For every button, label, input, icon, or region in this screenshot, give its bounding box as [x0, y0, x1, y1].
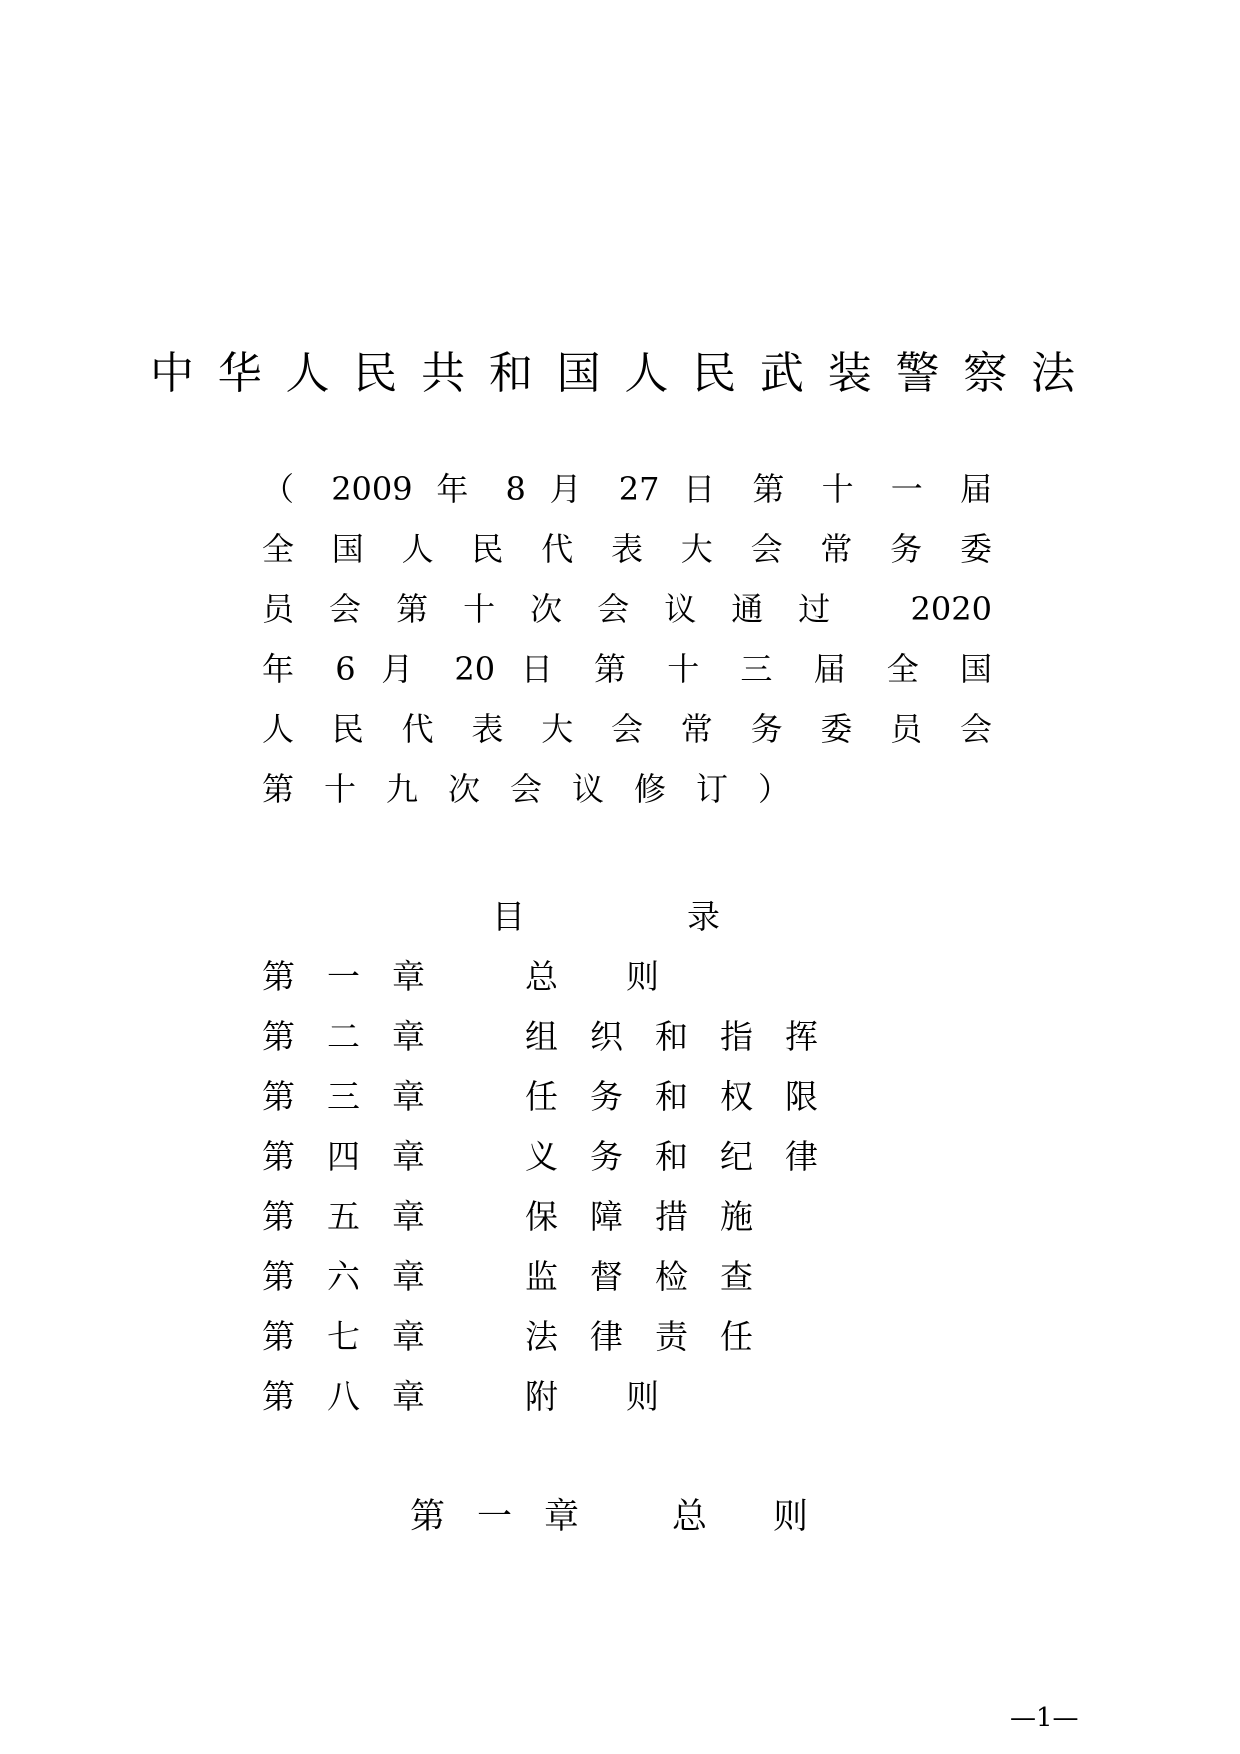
toc-chapter-number: 第八章	[262, 1377, 457, 1416]
toc-chapter-number: 第六章	[262, 1257, 457, 1296]
toc-chapter-number: 第三章	[262, 1077, 457, 1116]
toc-chapter-name: 保障措施	[525, 1197, 785, 1236]
toc-chapter-number: 第一章	[262, 957, 457, 996]
adoption-note-line: （ 2009 年 8 月 27 日 第 十 一 届	[262, 470, 992, 508]
page-number: —1—	[1010, 1703, 1079, 1733]
toc-chapter-number: 第二章	[262, 1017, 457, 1056]
toc-chapter-name: 法律责任	[525, 1317, 785, 1356]
chapter-heading-number: 第一章	[410, 1497, 612, 1537]
toc-chapter-name: 附则	[525, 1377, 727, 1416]
toc-chapter-name: 义务和纪律	[525, 1137, 850, 1176]
toc-chapter-name: 监督检查	[525, 1257, 785, 1296]
chapter-heading-name: 总则	[672, 1497, 875, 1537]
toc-chapter-name: 总则	[525, 957, 727, 996]
adoption-note-line: 全国人民代表大会常务委	[262, 530, 992, 568]
toc-chapter-number: 第七章	[262, 1317, 457, 1356]
toc-chapter-name: 任务和权限	[525, 1077, 850, 1116]
adoption-note-line: 员会第十次会议通过 2020	[262, 590, 992, 628]
toc-chapter-number: 第五章	[262, 1197, 457, 1236]
adoption-note-line: 第十九次会议修订）	[262, 770, 821, 808]
document-title: 中华人民共和国人民武装警察法	[150, 348, 1095, 399]
toc-chapter-name: 组织和指挥	[525, 1017, 850, 1056]
adoption-note-line: 年 6 月 20 日 第 十 三 届 全 国	[262, 650, 992, 688]
toc-heading-left: 目	[492, 897, 525, 936]
adoption-note-line: 人民代表大会常务委员会	[262, 710, 992, 748]
toc-chapter-number: 第四章	[262, 1137, 457, 1176]
toc-heading-right: 录	[687, 897, 720, 936]
